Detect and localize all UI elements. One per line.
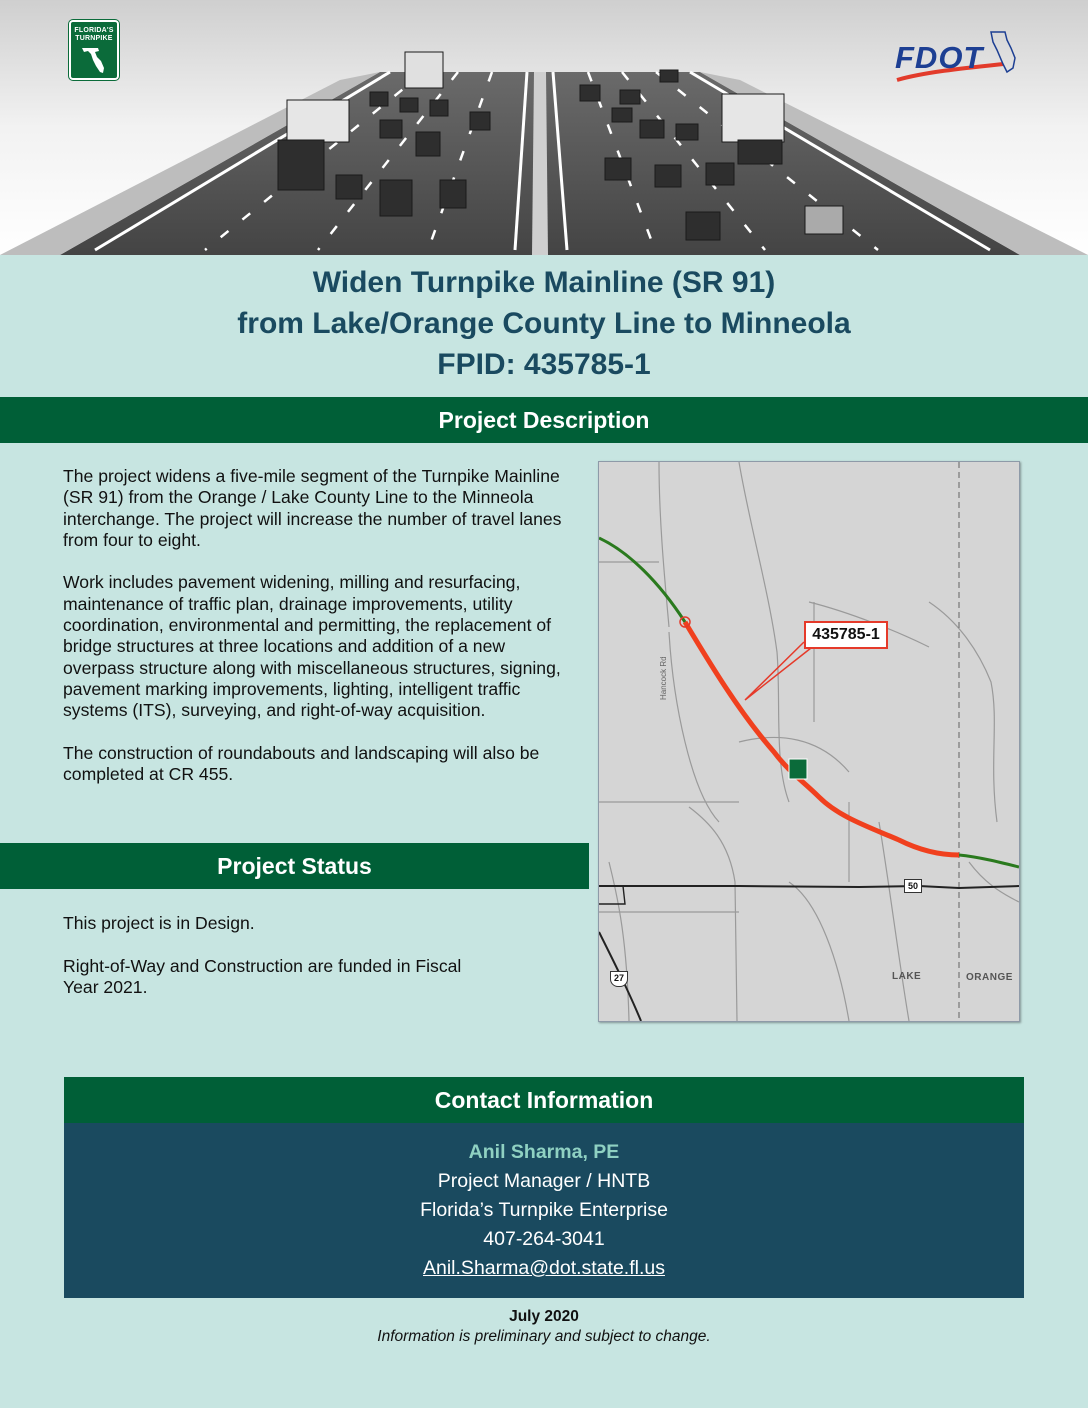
description-paragraph: The project widens a five-mile segment of the Turnpike Mainline (SR 91) from the Orange / Lake County Line to the Minneola interchange. The project will increase the number of travel lanes from four to eight. [63,466,562,550]
fpid-callout: 435785-1 [804,621,888,649]
contact-heading: Contact Information [64,1077,1024,1123]
status-paragraph: Right-of-Way and Construction are funded in Fiscal Year 2021. [63,955,462,997]
sr50-shield: 50 [904,879,922,893]
florida-turnpike-logo: FLORIDA'S TURNPIKE [69,20,119,80]
project-status-heading: Project Status [0,843,589,889]
contact-organization: Florida’s Turnpike Enterprise [420,1199,668,1221]
page-title [0,262,1088,385]
hancock-road-label: Hancock Rd [659,656,668,700]
title-line-1: Widen Turnpike Mainline (SR 91) [312,266,776,299]
fdot-logo: FDOT [895,28,1020,88]
florida-state-icon [81,46,107,74]
us27-shield: 27 [610,971,628,987]
status-paragraph: This project is in Design. [63,913,255,933]
project-location-map [598,461,1020,1022]
lake-county-label: LAKE [892,971,922,982]
title-line-3: FPID: 435785-1 [437,348,651,381]
map-graphic [599,462,1019,1021]
contact-role: Project Manager / HNTB [437,1170,651,1192]
footer-note: Information is preliminary and subject to change. [377,1328,711,1345]
contact-information [64,1077,1024,1298]
footer-date: July 2020 [509,1308,579,1325]
contact-phone: 407-264-3041 [483,1228,605,1250]
project-description-text [63,466,563,807]
project-description-heading: Project Description [0,397,1088,443]
contact-name: Anil Sharma, PE [468,1141,620,1163]
footer [0,1307,1088,1347]
orange-county-label: ORANGE [966,972,1013,983]
contact-body [64,1123,1024,1298]
title-line-2: from Lake/Orange County Line to Minneola [237,307,851,340]
description-paragraph: The construction of roundabouts and landscaping will also be completed at CR 455. [63,742,540,785]
description-paragraph: Work includes pavement widening, milling and resurfacing, maintenance of traffic plan, drainage improvements, utility coordination, environmental and permitting, the replacement of bridge structures at three locations and addition of a new overpass structure along with miscellaneous structures, signing, pavement marking improvements, lighting, intelligent traffic systems (ITS), surveying, and right-of-way acquisition. [63,572,561,721]
project-status-text [63,913,563,1019]
contact-email-link[interactable]: Anil.Sharma@dot.state.fl.us [423,1257,665,1279]
